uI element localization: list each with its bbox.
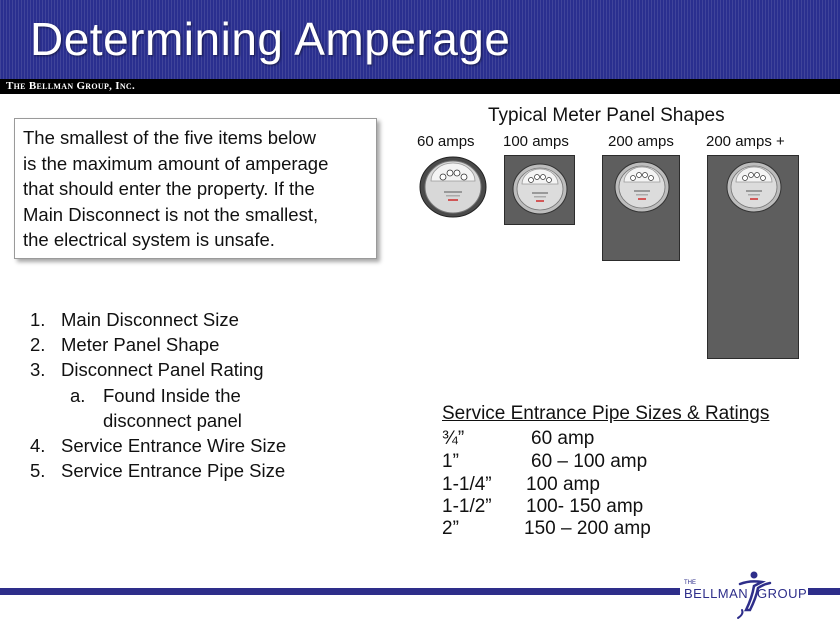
list-number: 5.: [30, 460, 46, 482]
slide-title: Determining Amperage: [30, 13, 511, 65]
meter-60-amps: [418, 155, 488, 219]
note-line: is the maximum amount of amperage: [23, 152, 329, 174]
note-line: that should enter the property. If the: [23, 178, 315, 199]
list-number: 2.: [30, 334, 46, 356]
meter-label-200-plus: 200 amps +: [706, 133, 785, 150]
list-text: Main Disconnect Size: [61, 309, 239, 330]
list-text: Disconnect Panel Rating: [61, 359, 264, 381]
pipe-rating: 60 – 100 amp: [531, 451, 648, 472]
note-line: the electrical system is unsafe.: [23, 229, 275, 250]
pipe-rating: 100- 150 amp: [526, 496, 644, 517]
list-text: disconnect panel: [103, 409, 242, 431]
list-text: Service Entrance Wire Size: [61, 434, 287, 456]
footer-line: [806, 588, 840, 595]
meter-200-amps-panel: [602, 155, 680, 261]
meter-label-200: 200 amps: [608, 133, 674, 150]
note-box: [14, 118, 377, 259]
pipe-rating: 150 – 200 amp: [524, 518, 651, 539]
pipe-size: 2”: [442, 518, 459, 539]
meter-200-graphic: [613, 160, 671, 214]
list-number: 3.: [30, 359, 46, 381]
note-line: The smallest of the five items below: [23, 127, 317, 148]
logo-text-left: BELLMAN: [684, 586, 749, 601]
pipe-rating: 100 amp: [526, 474, 600, 495]
list-number: 4.: [30, 434, 46, 456]
pipe-rating: 60 amp: [531, 428, 595, 449]
pipe-size: 1-1/4”: [442, 474, 492, 495]
meter-200-plus-amps-panel: [707, 155, 799, 359]
meter-200-plus-graphic: [725, 160, 783, 214]
list-number: 1.: [30, 309, 46, 330]
note-line: Main Disconnect is not the smallest,: [23, 203, 319, 225]
meter-label-100: 100 amps: [503, 133, 569, 150]
pipe-size: ¾”: [442, 428, 465, 449]
list-text: Service Entrance Pipe Size: [61, 460, 286, 482]
meter-100-graphic: [511, 162, 569, 216]
meter-100-amps-panel: [504, 155, 575, 225]
footer-line: [0, 588, 680, 595]
company-name: The Bellman Group, Inc.: [6, 80, 136, 92]
pipe-size: 1”: [442, 451, 459, 472]
meter-shapes-heading: Typical Meter Panel Shapes: [488, 105, 725, 126]
list-text: Found Inside the: [103, 384, 241, 406]
pipe-size: 1-1/2”: [442, 496, 492, 517]
meter-60-graphic: [418, 155, 488, 219]
logo-text-right: GROUP: [757, 586, 808, 601]
list-text: Meter Panel Shape: [61, 334, 220, 356]
pipe-sizes-heading: Service Entrance Pipe Sizes & Ratings: [442, 403, 770, 424]
logo-small-text: THE: [684, 580, 696, 586]
list-number: a.: [70, 384, 86, 406]
meter-label-60: 60 amps: [417, 133, 475, 150]
